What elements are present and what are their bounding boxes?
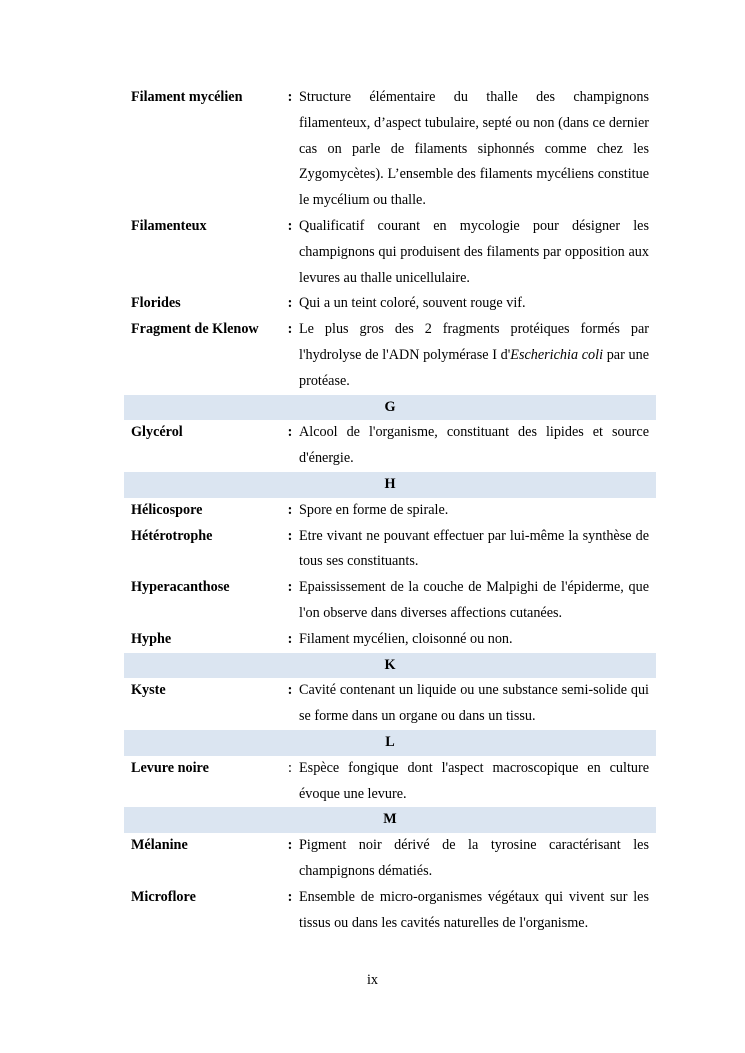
glossary-entry (124, 214, 656, 291)
glossary-table (124, 85, 656, 936)
glossary-entry (124, 420, 656, 472)
glossary-entry (124, 756, 656, 808)
glossary-entry (124, 317, 656, 394)
term: Hyperacanthose (131, 579, 230, 596)
glossary-entry (124, 575, 656, 627)
separator: : (287, 321, 293, 338)
term: Fragment de Klenow (131, 321, 259, 338)
separator: : (287, 89, 293, 105)
glossary-entry (124, 85, 656, 214)
letter-header-row (124, 807, 656, 833)
term: Filament mycélien (131, 89, 243, 105)
letter-heading: H (124, 472, 656, 498)
glossary-entry (124, 678, 656, 730)
term: Florides (131, 295, 181, 312)
letter-header-row (124, 653, 656, 679)
definition: Qui a un teint coloré, souvent rouge vif. (299, 295, 526, 312)
species-name: Escherichia coli (510, 346, 604, 363)
definition: Spore en forme de spirale. (299, 501, 449, 518)
definition: Pigment noir dérivé de la tyrosine caractérisant les champignons dématiés. (299, 837, 649, 879)
definition: Alcool de l'organisme, constituant des lipides et source d'énergie. (299, 424, 649, 467)
glossary-entry (124, 291, 656, 317)
letter-heading: L (124, 730, 656, 756)
separator: : (287, 424, 293, 441)
separator: : (287, 682, 293, 699)
letter-heading: K (124, 653, 656, 679)
term: Kyste (131, 682, 166, 699)
definition (299, 317, 656, 394)
definition-text: Le plus gros des 2 fragments protéiques formés par l'hydrolyse de l'ADN polymérase I d' (299, 321, 649, 363)
glossary-entry (124, 885, 656, 937)
letter-header-row (124, 395, 656, 421)
definition: Qualificatif courant en mycologie pour désigner les champignons qui produisent des filaments par opposition aux levures au thalle unicellulaire. (299, 217, 649, 286)
separator: : (287, 579, 293, 596)
definition: Epaississement de la couche de Malpighi de l'épiderme, que l'on observe dans diverses affections cutanées. (299, 579, 649, 621)
separator: : (287, 837, 293, 854)
definition: Cavité contenant un liquide ou une substance semi-solide qui se forme dans un organe ou dans un tissu. (299, 682, 649, 725)
page-number: ix (366, 972, 379, 988)
separator: : (287, 295, 293, 312)
glossary-entry (124, 498, 656, 524)
separator: : (287, 630, 293, 647)
term: Hélicospore (131, 501, 203, 518)
term: Hyphe (131, 630, 172, 647)
letter-heading: G (124, 395, 656, 421)
definition-text: par une protéase. (299, 346, 649, 389)
term: Mélanine (131, 837, 188, 854)
definition: Etre vivant ne pouvant effectuer par lui-même la synthèse de tous ses constituants. (299, 527, 649, 570)
glossary-entry (124, 627, 656, 653)
definition: Ensemble de micro-organismes végétaux qui vivent sur les tissus ou dans les cavités naturelles de l'organisme. (299, 888, 649, 931)
glossary-entry (124, 833, 656, 885)
separator: : (287, 501, 293, 518)
term: Microflore (131, 888, 196, 905)
separator: : (287, 527, 293, 544)
glossary-entry (124, 524, 656, 576)
term: Levure noire (131, 759, 209, 776)
letter-header-row (124, 472, 656, 498)
definition: Filament mycélien, cloisonné ou non. (299, 630, 513, 647)
letter-heading: M (124, 807, 656, 833)
separator: : (287, 217, 293, 234)
separator: : (288, 759, 292, 776)
definition: Espèce fongique dont l'aspect macroscopique en culture évoque une levure. (299, 759, 649, 802)
separator: : (287, 888, 293, 905)
term: Glycérol (131, 424, 183, 441)
definition: Structure élémentaire du thalle des champignons filamenteux, d’aspect tubulaire, septé ou non (dans ce dernier cas on parle de filaments siphonnés comme chez les Zygomycètes). L’ensemble des filaments mycéliens constitue le mycélium ou thalle. (299, 89, 649, 209)
term: Filamenteux (131, 217, 207, 234)
letter-header-row (124, 730, 656, 756)
term: Hétérotrophe (131, 527, 213, 544)
